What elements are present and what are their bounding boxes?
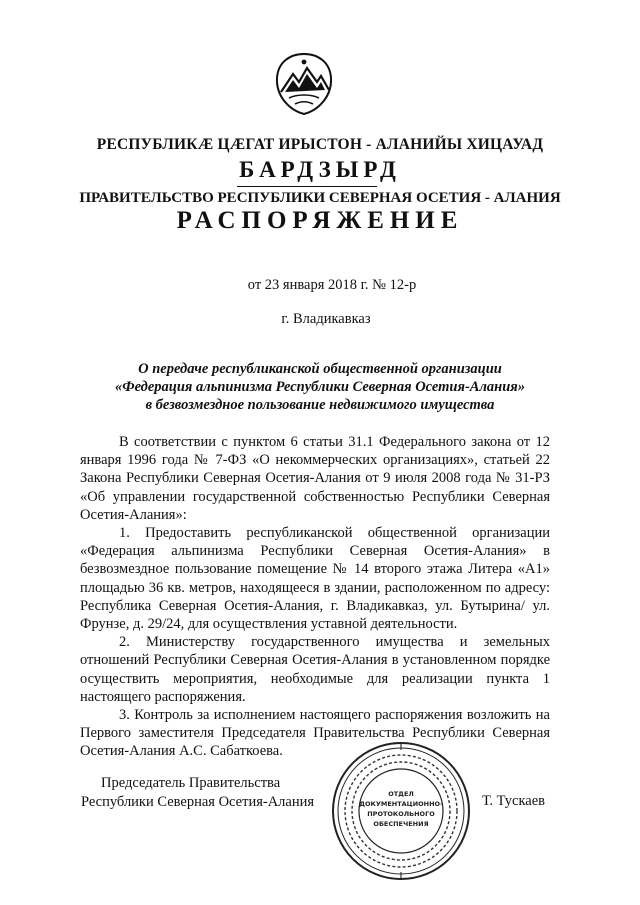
item-1-paragraph: 1. Предоставить республиканской общественной организации «Федерация альпинизма Республики Северная Осетия-Алания» в безвозмездное пользование помещение № 14 второго этажа Литера «А1» площадью 36 кв. метров, находящееся в здании, расположенном по адресу: Республика Северная Осетия-Алания, г. Владикавказ, ул. Бутырина/ ул. Фрунзе, д. 29/24, для осуществления уставной деятельности. xyxy=(80,525,550,633)
item-2-paragraph: 2. Министерству государственного имущества и земельных отношений Республики Северная Осетия-Алания в установленном порядке осуществить мероприятия, необходимые для реализации пункта 1 настоящего распоряжения. xyxy=(80,634,550,705)
signatory-title xyxy=(81,774,314,811)
document-city: г. Владикавказ xyxy=(281,311,371,327)
svg-text:ОБЕСПЕЧЕНИЯ: ОБЕСПЕЧЕНИЯ xyxy=(373,820,429,828)
official-seal-stamp xyxy=(330,740,472,882)
subject-line: О передаче республиканской общественной организации xyxy=(138,361,502,377)
header-divider xyxy=(237,186,377,187)
header-ossetian-line: РЕСПУБЛИКӔ ЦӔГАТ ИРЫСТОН - АЛАНИЙЫ ХИЦАУАД xyxy=(96,136,544,153)
signatory-title-line: Председатель Правительства xyxy=(101,775,281,791)
signatory-name: Т. Тускаев xyxy=(482,793,546,809)
preamble-paragraph: В соответствии с пунктом 6 статьи 31.1 Федерального закона от 12 января 1996 года № 7-ФЗ «О некоммерческих организациях», статьей 22 Закона Республики Северная Осетия-Алания от 9 июля 2008 года № 31-РЗ «Об управлении государственной собственностью Республики Северная Осетия-Алания»: xyxy=(80,434,550,523)
svg-text:ДОКУМЕНТАЦИОННО-: ДОКУМЕНТАЦИОННО- xyxy=(359,800,443,808)
item-3-paragraph: 3. Контроль за исполнением настоящего распоряжения возложить на Первого заместителя Председателя Правительства Республики Северная Осетия-Алания А.С. Сабаткоева. xyxy=(80,707,550,760)
signatory-title-line: Республики Северная Осетия-Алания xyxy=(81,793,315,810)
header-ossetian-title: БАРДЗЫРД xyxy=(239,157,401,182)
document-subject xyxy=(0,360,640,414)
document-body xyxy=(80,433,550,761)
svg-text:ОТДЕЛ: ОТДЕЛ xyxy=(388,790,414,798)
document-date-number: от 23 января 2018 г. № 12-р xyxy=(247,277,417,293)
subject-line: «Федерация альпинизма Республики Северная Осетия-Алания» xyxy=(115,379,525,395)
header-russian-line: ПРАВИТЕЛЬСТВО РЕСПУБЛИКИ СЕВЕРНАЯ ОСЕТИЯ - АЛАНИЯ xyxy=(79,190,561,206)
document-type-title: РАСПОРЯЖЕНИЕ xyxy=(176,207,464,234)
subject-line: в безвозмездное пользование недвижимого имущества xyxy=(145,397,495,413)
coat-of-arms-emblem xyxy=(273,52,335,116)
svg-text:ПРОТОКОЛЬНОГО: ПРОТОКОЛЬНОГО xyxy=(367,810,435,818)
